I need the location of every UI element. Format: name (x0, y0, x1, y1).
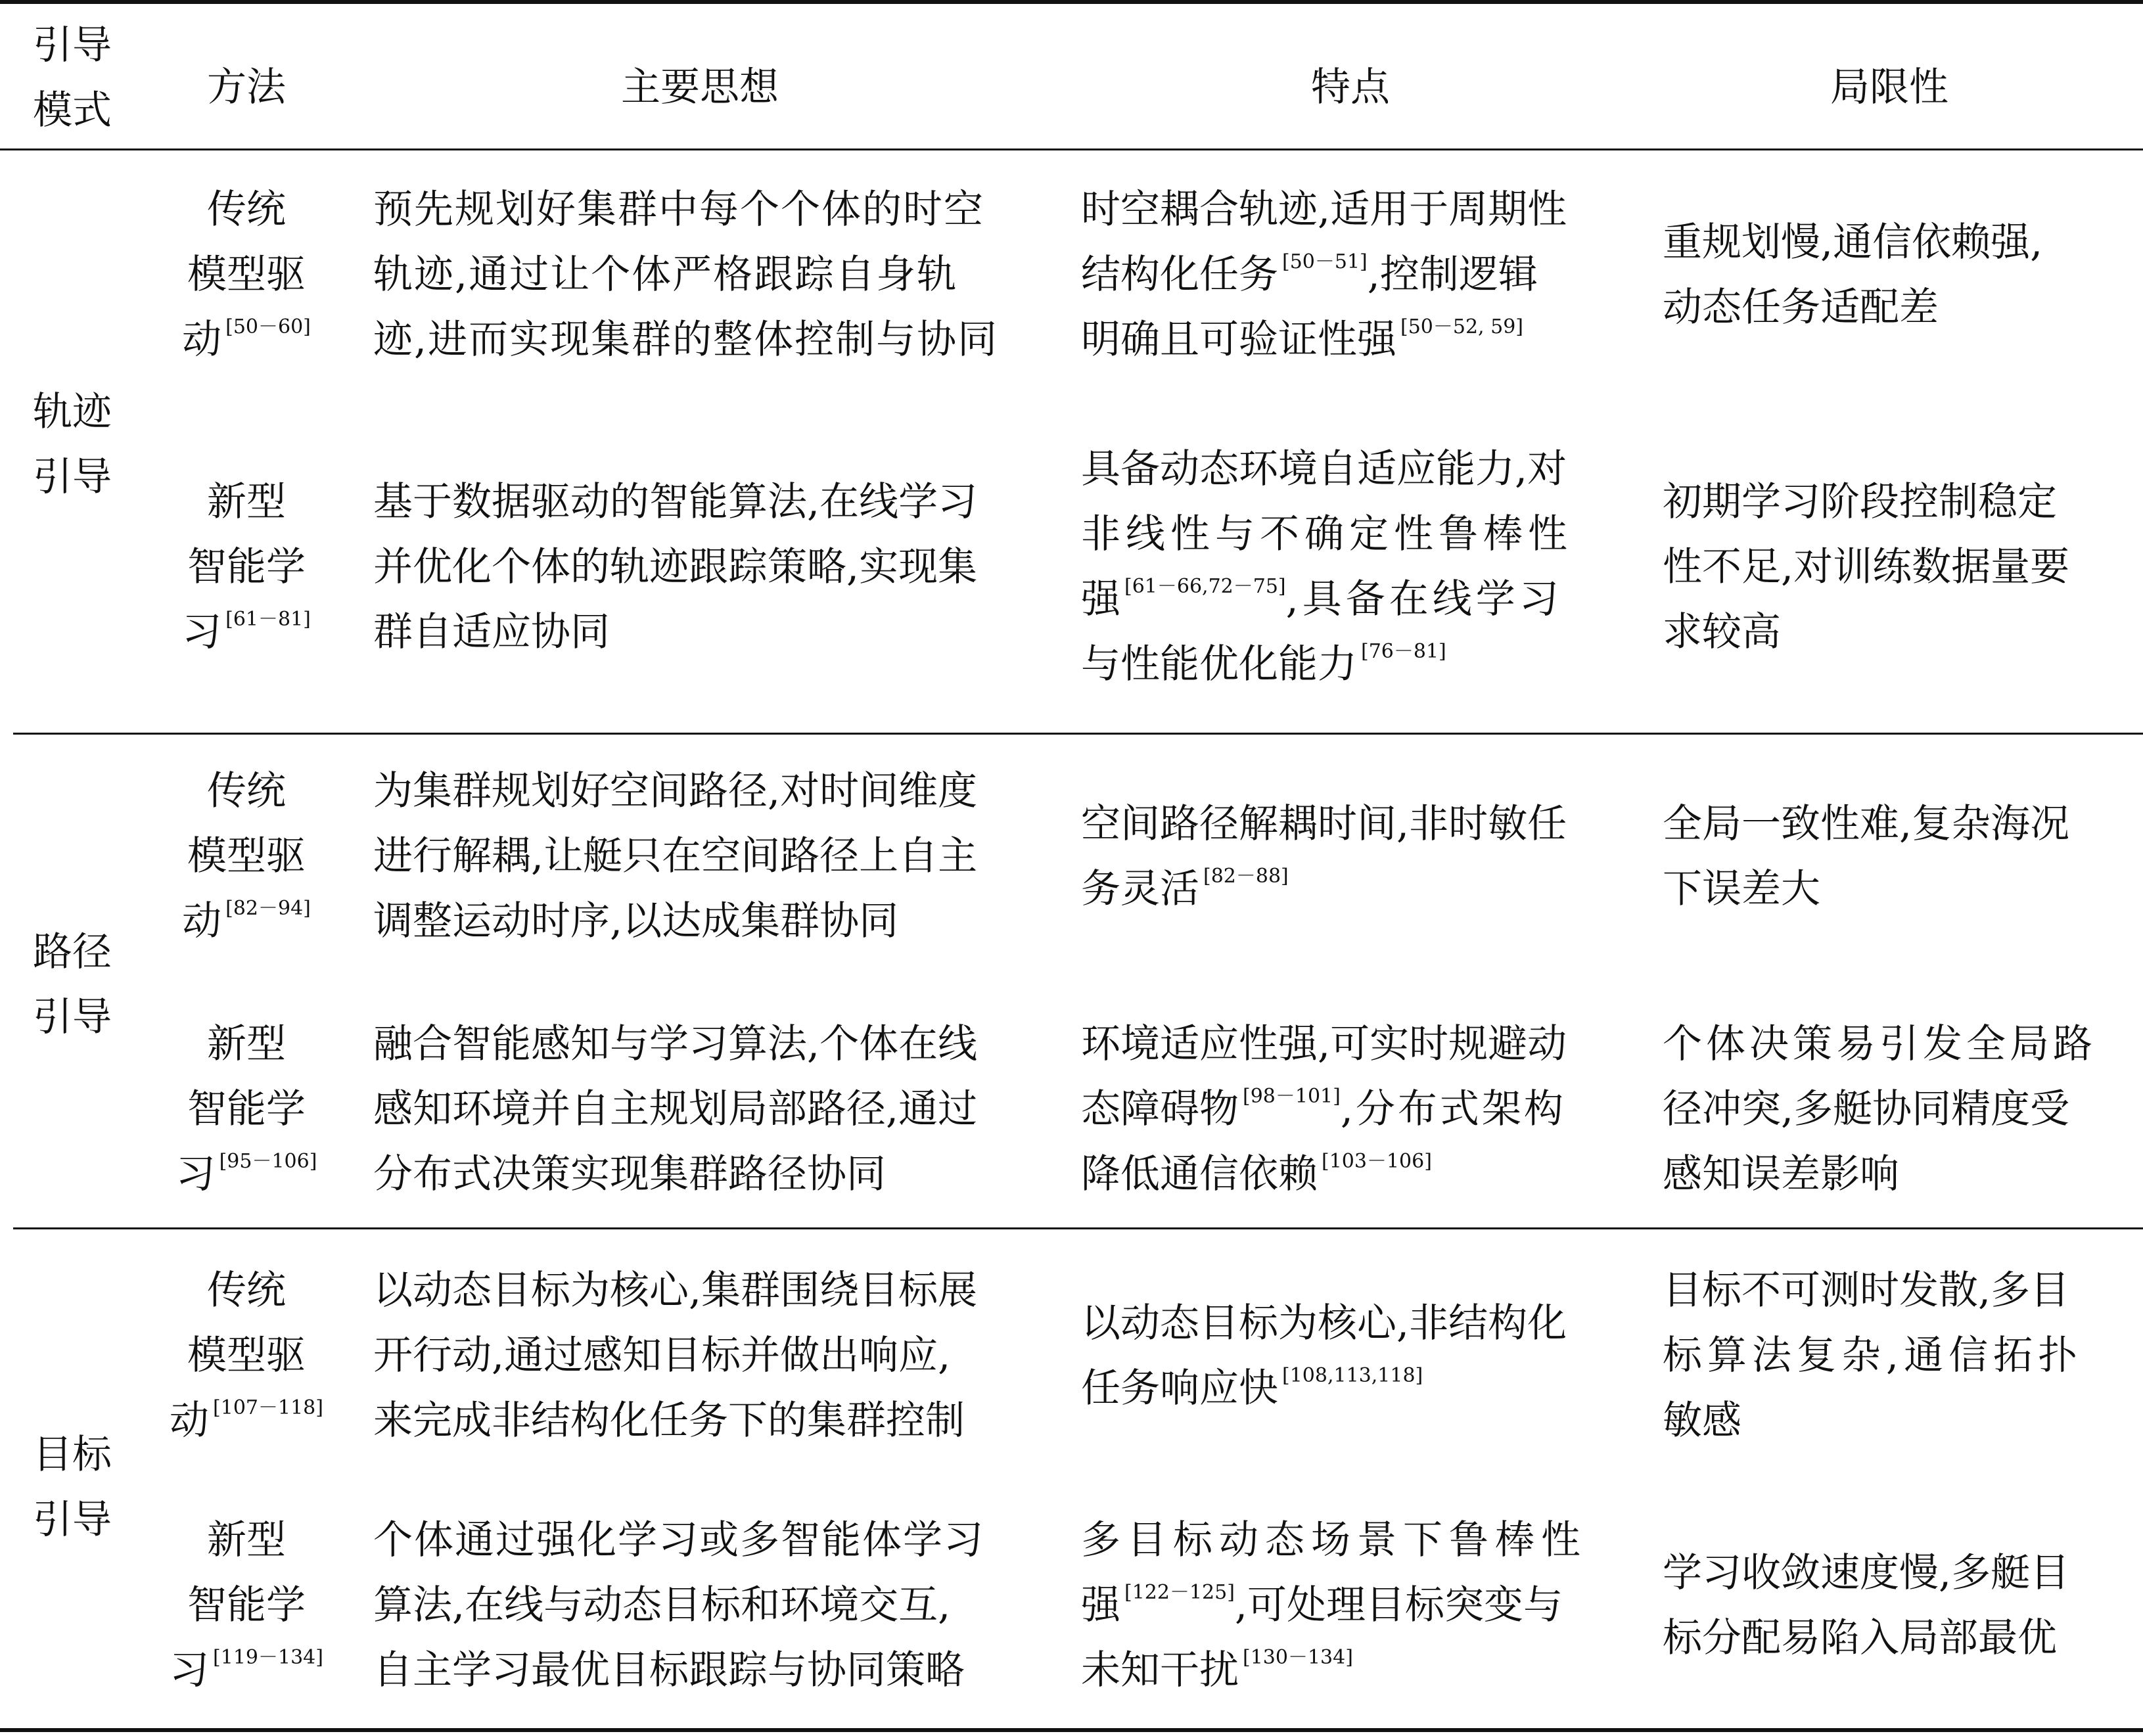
header-limitation: 局限性 (1830, 64, 1948, 110)
limitation-line: 标分配易陷入局部最优 (1663, 1615, 2057, 1661)
idea-line: 自主学习最优目标跟踪与协同策略 (373, 1647, 965, 1693)
feature-line: ,具备在线学习 (1285, 576, 1563, 622)
method-cell (151, 1508, 342, 1703)
feature-cell (1081, 792, 1626, 922)
feature-line: 强 (1081, 1582, 1120, 1628)
idea-cell (373, 470, 1037, 665)
method-line: 模型驱 (187, 252, 306, 298)
method-line: 模型驱 (187, 833, 306, 879)
limitation-line: 初期学习阶段控制稳定 (1663, 479, 2057, 525)
feature-cell (1081, 1012, 1626, 1207)
idea-line: 以动态目标为核心,集群围绕目标展 (373, 1268, 978, 1313)
idea-cell (373, 177, 1037, 373)
mode-line: 引导 (33, 1497, 112, 1543)
idea-line: 预先规划好集群中每个个体的时空 (373, 187, 984, 233)
feature-line: 具备动态环境自适应能力,对 (1081, 446, 1567, 492)
idea-line: 算法,在线与动态目标和环境交互, (373, 1582, 951, 1628)
idea-line: 为集群规划好空间路径,对时间维度 (373, 768, 978, 814)
citation-ref: [130－134] (1243, 1646, 1353, 1669)
limitation-line: 个体决策易引发全局路 (1663, 1021, 2096, 1067)
idea-line: 轨迹,通过让个体严格跟踪自身轨 (373, 252, 958, 298)
feature-line: 多目标动态场景下鲁棒性 (1081, 1517, 1587, 1563)
method-line: 智能学 (187, 1582, 306, 1628)
feature-line: 空间路径解耦时间,非时敏任 (1081, 801, 1567, 847)
idea-line: 个体通过强化学习或多智能体学习 (373, 1517, 984, 1563)
feature-line: 与性能优化能力 (1081, 641, 1357, 687)
method-line: 传统 (207, 187, 286, 233)
header-idea: 主要思想 (621, 64, 779, 110)
idea-line: 分布式决策实现集群路径协同 (373, 1151, 886, 1197)
feature-line: 未知干扰 (1081, 1647, 1239, 1693)
limitation-line: 标算法复杂,通信拓扑 (1663, 1333, 2083, 1379)
citation-ref: [61－66,72－75] (1124, 575, 1286, 598)
mode-line: 引导 (33, 994, 112, 1040)
limitation-line: 目标不可测时发散,多目 (1663, 1268, 2070, 1313)
citation-ref: [76－81] (1361, 640, 1446, 663)
group-mode-path (33, 920, 125, 1050)
feature-line: ,分布式架构 (1340, 1086, 1566, 1132)
method-line: 动 (170, 1398, 210, 1444)
limitation-cell (1663, 792, 2136, 922)
method-line: 智能学 (187, 544, 306, 590)
citation-ref: [107－118] (213, 1396, 323, 1419)
feature-line: 降低通信依赖 (1081, 1151, 1318, 1197)
limitation-line: 感知误差影响 (1663, 1151, 1899, 1197)
feature-line: 环境适应性强,可实时规避动 (1081, 1021, 1567, 1067)
idea-line: 基于数据驱动的智能算法,在线学习 (373, 479, 978, 525)
limitation-cell (1663, 1012, 2136, 1207)
idea-line: 进行解耦,让艇只在空间路径上自主 (373, 833, 978, 879)
limitation-line: 下误差大 (1663, 866, 1820, 912)
feature-line: 非线性与不确定性鲁棒性 (1081, 511, 1573, 557)
idea-line: 调整运动时序,以达成集群协同 (373, 898, 899, 944)
header-mode (33, 13, 125, 143)
table-bottom-rule (0, 1728, 2143, 1732)
method-line: 习 (182, 609, 222, 655)
method-line: 习 (170, 1647, 210, 1693)
method-cell (151, 1258, 342, 1453)
mode-line: 路径 (33, 929, 112, 975)
header-mode-line2: 模式 (33, 87, 112, 133)
feature-line: 明确且可验证性强 (1081, 317, 1396, 363)
limitation-cell (1663, 470, 2136, 665)
idea-line: 融合智能感知与学习算法,个体在线 (373, 1021, 978, 1067)
citation-ref: [103－106] (1322, 1150, 1432, 1173)
citation-ref: [50－52, 59] (1400, 315, 1524, 338)
limitation-line: 敏感 (1663, 1398, 1741, 1444)
feature-cell (1081, 1508, 1626, 1703)
method-line: 新型 (207, 1517, 286, 1563)
idea-cell (373, 759, 1037, 954)
citation-ref: [122－125] (1124, 1581, 1235, 1604)
citation-ref: [95－106] (219, 1150, 317, 1173)
limitation-line: 重规划慢,通信依赖强, (1663, 219, 2043, 265)
idea-line: 并优化个体的轨迹跟踪策略,实现集 (373, 544, 978, 590)
idea-line: 开行动,通过感知目标并做出响应, (373, 1333, 951, 1379)
feature-cell (1081, 177, 1626, 373)
limitation-line: 径冲突,多艇协同精度受 (1663, 1086, 2070, 1132)
citation-ref: [82－94] (225, 897, 311, 920)
method-line: 智能学 (187, 1086, 306, 1132)
method-cell (151, 177, 342, 373)
limitation-line: 求较高 (1663, 609, 1781, 655)
feature-line: 强 (1081, 576, 1120, 622)
citation-ref: [82－88] (1203, 865, 1289, 888)
table-header-rule (0, 148, 2143, 150)
feature-line: 以动态目标为核心,非结构化 (1081, 1300, 1567, 1346)
feature-cell (1081, 1291, 1626, 1421)
feature-cell (1081, 437, 1626, 697)
citation-ref: [50－60] (225, 315, 311, 338)
mode-line: 目标 (33, 1432, 112, 1478)
feature-line: 任务响应快 (1081, 1365, 1278, 1411)
feature-line: 态障碍物 (1081, 1086, 1239, 1132)
header-mode-line1: 引导 (33, 22, 112, 68)
feature-line: 结构化任务 (1081, 252, 1278, 298)
method-cell (151, 470, 342, 665)
idea-line: 来完成非结构化任务下的集群控制 (373, 1398, 965, 1444)
method-line: 动 (182, 898, 222, 944)
group-separator-2 (13, 1227, 2143, 1229)
citation-ref: [98－101] (1243, 1085, 1341, 1108)
method-cell (151, 759, 342, 954)
method-line: 习 (175, 1151, 216, 1197)
method-line: 模型驱 (187, 1333, 306, 1379)
idea-line: 感知环境并自主规划局部路径,通过 (373, 1086, 978, 1132)
citation-ref: [108,113,118] (1282, 1364, 1423, 1387)
feature-line: ,可处理目标突变与 (1234, 1582, 1563, 1628)
table-top-rule (0, 0, 2143, 4)
idea-line: 迹,进而实现集群的整体控制与协同 (373, 317, 999, 363)
citation-ref: [61－81] (225, 608, 311, 631)
limitation-line: 动态任务适配差 (1663, 285, 1939, 331)
mode-line: 引导 (33, 454, 112, 500)
citation-ref: [119－134] (213, 1646, 323, 1669)
feature-line: 时空耦合轨迹,适用于周期性 (1081, 187, 1567, 233)
group-separator-1 (13, 733, 2143, 735)
feature-line: 务灵活 (1081, 866, 1199, 912)
limitation-cell (1663, 1258, 2136, 1453)
limitation-line: 学习收敛速度慢,多艇目 (1663, 1550, 2070, 1596)
method-line: 新型 (207, 479, 286, 525)
limitation-cell (1663, 210, 2136, 340)
idea-line: 群自适应协同 (373, 609, 610, 655)
group-mode-target (33, 1423, 125, 1553)
mode-line: 轨迹 (33, 389, 112, 435)
idea-cell (373, 1508, 1037, 1703)
citation-ref: [50－51] (1282, 250, 1368, 273)
idea-cell (373, 1012, 1037, 1207)
limitation-line: 性不足,对训练数据量要 (1663, 544, 2070, 590)
idea-cell (373, 1258, 1037, 1453)
method-line: 传统 (207, 1268, 286, 1313)
limitation-cell (1663, 1541, 2136, 1671)
method-cell (151, 1012, 342, 1207)
header-method: 方法 (207, 64, 286, 110)
method-line: 新型 (207, 1021, 286, 1067)
group-mode-trajectory (33, 380, 125, 510)
feature-line: ,控制逻辑 (1367, 252, 1538, 298)
limitation-line: 全局一致性难,复杂海况 (1663, 801, 2070, 847)
header-feature: 特点 (1311, 64, 1390, 110)
method-line: 传统 (207, 768, 286, 814)
method-line: 动 (182, 317, 222, 363)
